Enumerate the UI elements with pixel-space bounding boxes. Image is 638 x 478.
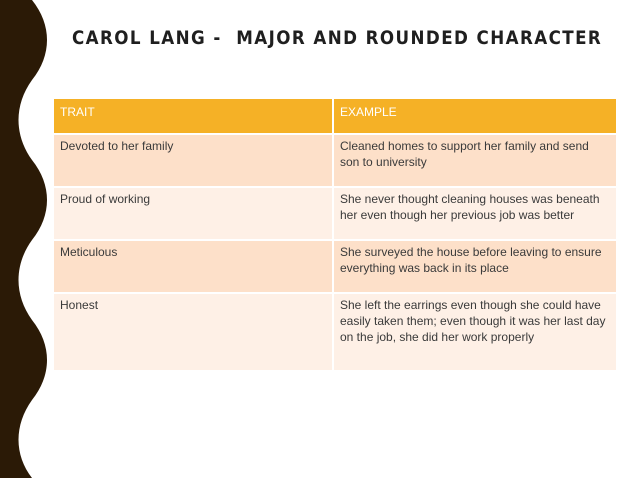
example-cell: Cleaned homes to support her family and send son to university bbox=[333, 134, 616, 187]
trait-table bbox=[54, 99, 616, 370]
header-trait: TRAIT bbox=[54, 99, 333, 134]
table-row bbox=[54, 240, 616, 293]
trait-cell: Honest bbox=[54, 293, 333, 370]
trait-cell: Devoted to her family bbox=[54, 134, 333, 187]
table-row bbox=[54, 134, 616, 187]
trait-cell: Meticulous bbox=[54, 240, 333, 293]
trait-cell: Proud of working bbox=[54, 187, 333, 240]
table-header-row bbox=[54, 99, 616, 134]
example-cell: She surveyed the house before leaving to ensure everything was back in its place bbox=[333, 240, 616, 293]
slide-title: CAROL LANG - MAJOR AND ROUNDED CHARACTER bbox=[72, 27, 603, 49]
example-cell: She left the earrings even though she could have easily taken them; even though it was her last day on the job, she did her work properly bbox=[333, 293, 616, 370]
example-cell: She never thought cleaning houses was beneath her even though her previous job was better bbox=[333, 187, 616, 240]
table-row bbox=[54, 293, 616, 370]
table-row bbox=[54, 187, 616, 240]
decorative-wave-border bbox=[0, 0, 48, 478]
header-example: EXAMPLE bbox=[333, 99, 616, 134]
